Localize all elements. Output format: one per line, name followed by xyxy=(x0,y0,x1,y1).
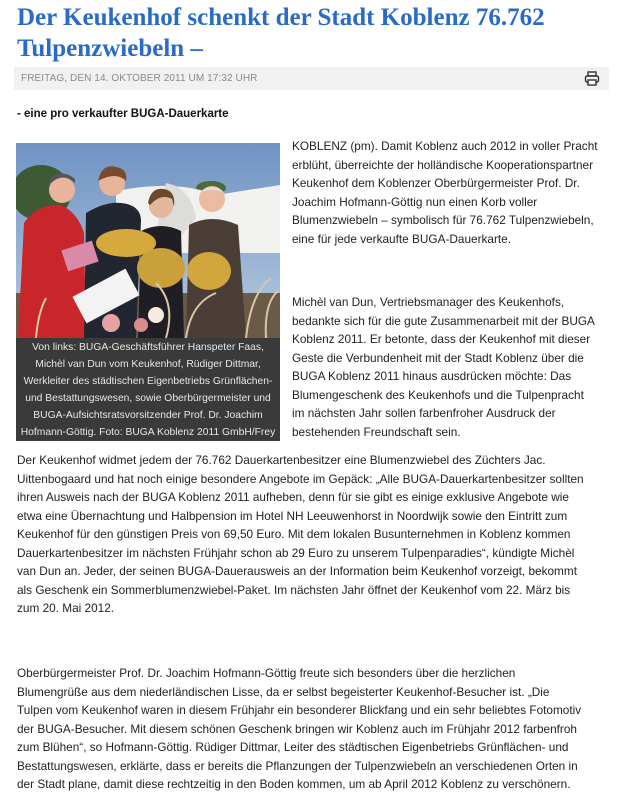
caption-line: Michèl van Dun vom Keukenhof, Rüdiger Dittmar, xyxy=(35,359,261,370)
caption-line: BUGA-Aufsichtsratsvorsitzender Prof. Dr. Joachim xyxy=(33,410,263,421)
article-meta-bar xyxy=(14,67,609,90)
article-subtitle: - eine pro verkaufter BUGA-Dauerkarte xyxy=(17,108,229,120)
text-line: als Geschenk ein Sommerblumenzwiebel-Paket. Im nächsten Jahr öffnet der Keukenhof vom 22. März bis xyxy=(17,582,571,597)
text-line: zum Blühen“, so Hofmann-Göttig. Rüdiger Dittmar, Leiter des städtischen Eigenbetriebs Grünflächen- und xyxy=(17,740,569,754)
text-line: bestehenden Freundschaft sein. xyxy=(292,424,461,439)
paragraph-offers xyxy=(17,451,584,618)
text-line: eine für jede verkaufte BUGA-Dauerkarte. xyxy=(292,231,512,246)
text-line: Geste die Verbundenheit mit der Stadt Koblenz über die xyxy=(292,350,584,365)
text-line: Michèl van Dun, Vertriebsmanager des Keukenhofs, xyxy=(292,295,565,309)
article-title xyxy=(17,2,607,64)
text-line: Tulpen vom Keukenhof waren in diesem Frühjahr ein besonderer Blickfang und ein sehr beliebtes Fotomotiv xyxy=(17,703,582,717)
text-line: KOBLENZ (pm). Damit Koblenz auch 2012 in voller Pracht xyxy=(292,139,598,153)
text-line: van Dun an. Jeder, der seinen BUGA-Dauerausweis an der Information beim Keukenhof vorzeigt, bekommt xyxy=(17,564,577,578)
title-line: Tulpenzwiebeln – xyxy=(17,35,203,62)
text-line: BUGA Koblenz 2011 hinaus ausdrücken möchte: Das xyxy=(292,369,572,383)
photo-image xyxy=(16,143,280,338)
text-line: Dauerkartenbesitzer im nächsten Frühjahr schon ab 29 Euro zu unserem Tulpenparadies“, kündigte Michèl xyxy=(17,545,575,560)
printer-icon xyxy=(584,71,600,86)
text-line: Joachim Hofmann-Göttig nun einen Korb voller xyxy=(292,194,538,209)
print-button[interactable] xyxy=(584,71,600,86)
caption-line: Hofmann-Göttig. Foto: BUGA Koblenz 2011 GmbH/Frey xyxy=(20,427,276,438)
text-line: Oberbürgermeister Prof. Dr. Joachim Hofmann-Göttig freute sich besonders über die herzlichen xyxy=(17,666,516,680)
text-line: Keukenhof dem Koblenzer Oberbürgermeister Prof. Dr. xyxy=(292,176,580,190)
text-line: ihren Ausweis nach der BUGA Koblenz 2011 aufheben, denn für sie gibt es einige exklusive Angebote wie xyxy=(17,490,569,504)
text-line: der BUGA-Besucher. Mit diesem schönen Geschenk bringen wir Koblenz auch im Frühjahr 2012 farbenfroh xyxy=(17,721,577,736)
text-line: Keukenhof für den günstigen Preis von 69,50 Euro. Mit dem lokalen Busunternehmen in Koblenz kommen xyxy=(17,527,571,541)
text-line: Blumenzwiebeln – symbolisch für 76.762 Tulpenzwiebeln, xyxy=(292,213,594,227)
text-line: etwa eine Übernachtung und Halbpension im Hotel NH Leeuwenhorst in Noordwijk sowie den Eintritt zum xyxy=(17,508,568,523)
caption-line: Von links: BUGA-Geschäftsführer Hanspeter Faas, xyxy=(32,342,264,353)
text-line: erblüht, überreichte der holländische Kooperationspartner xyxy=(292,157,594,172)
text-line: zum 20. Mai 2012. xyxy=(17,601,115,615)
text-line: im nächsten Jahr sollen farbenfroher Ausdruck der xyxy=(292,406,556,420)
title-line: Der Keukenhof schenkt der Stadt Koblenz 76.762 xyxy=(17,4,545,31)
text-line: Der Keukenhof widmet jedem der 76.762 Dauerkartenbesitzer eine Blumenzwiebel des Züchters Jac. xyxy=(17,453,546,467)
caption-line: und Bestattungswesen, sowie Oberbürgermeister und xyxy=(25,393,271,404)
photo-caption xyxy=(16,338,280,441)
text-line: bedankte sich für die gute Zusammenarbeit mit der BUGA xyxy=(292,313,595,328)
publish-date: FREITAG, DEN 14. OKTOBER 2011 UM 17:32 UHR xyxy=(21,73,258,84)
paragraph-intro xyxy=(292,137,598,248)
text-line: Bestattungswesen, erklärte, dass er bereits die Pflanzungen der Tulpenzwiebeln an verschiedenen Orten in xyxy=(17,758,578,773)
text-line: Koblenz 2011. Er betonte, dass der Keukenhof mit dieser xyxy=(292,332,591,346)
text-line: der Stadt plane, damit diese rechtzeitig in den Boden kommen, um ab April 2012 Koblenz zu verschönern. xyxy=(17,777,571,791)
caption-line: Werkleiter des städtischen Eigenbetriebs Grünflächen- xyxy=(23,376,273,387)
article-photo xyxy=(16,143,280,338)
text-line: Blumengrüße aus dem niederländischen Lisse, da er selbst begeisterter Keukenhof-Besucher ist. „Die xyxy=(17,684,550,699)
paragraph-van-dun xyxy=(292,293,595,441)
text-line: Uittenbogaard und hat noch einige besondere Angebote im Gepäck: „Alle BUGA-Dauerkartenbesitzer sollten xyxy=(17,471,584,486)
paragraph-mayor xyxy=(17,664,581,794)
text-line: Blumengeschenk des Keukenhofs und die Tulpenpracht xyxy=(292,387,584,402)
